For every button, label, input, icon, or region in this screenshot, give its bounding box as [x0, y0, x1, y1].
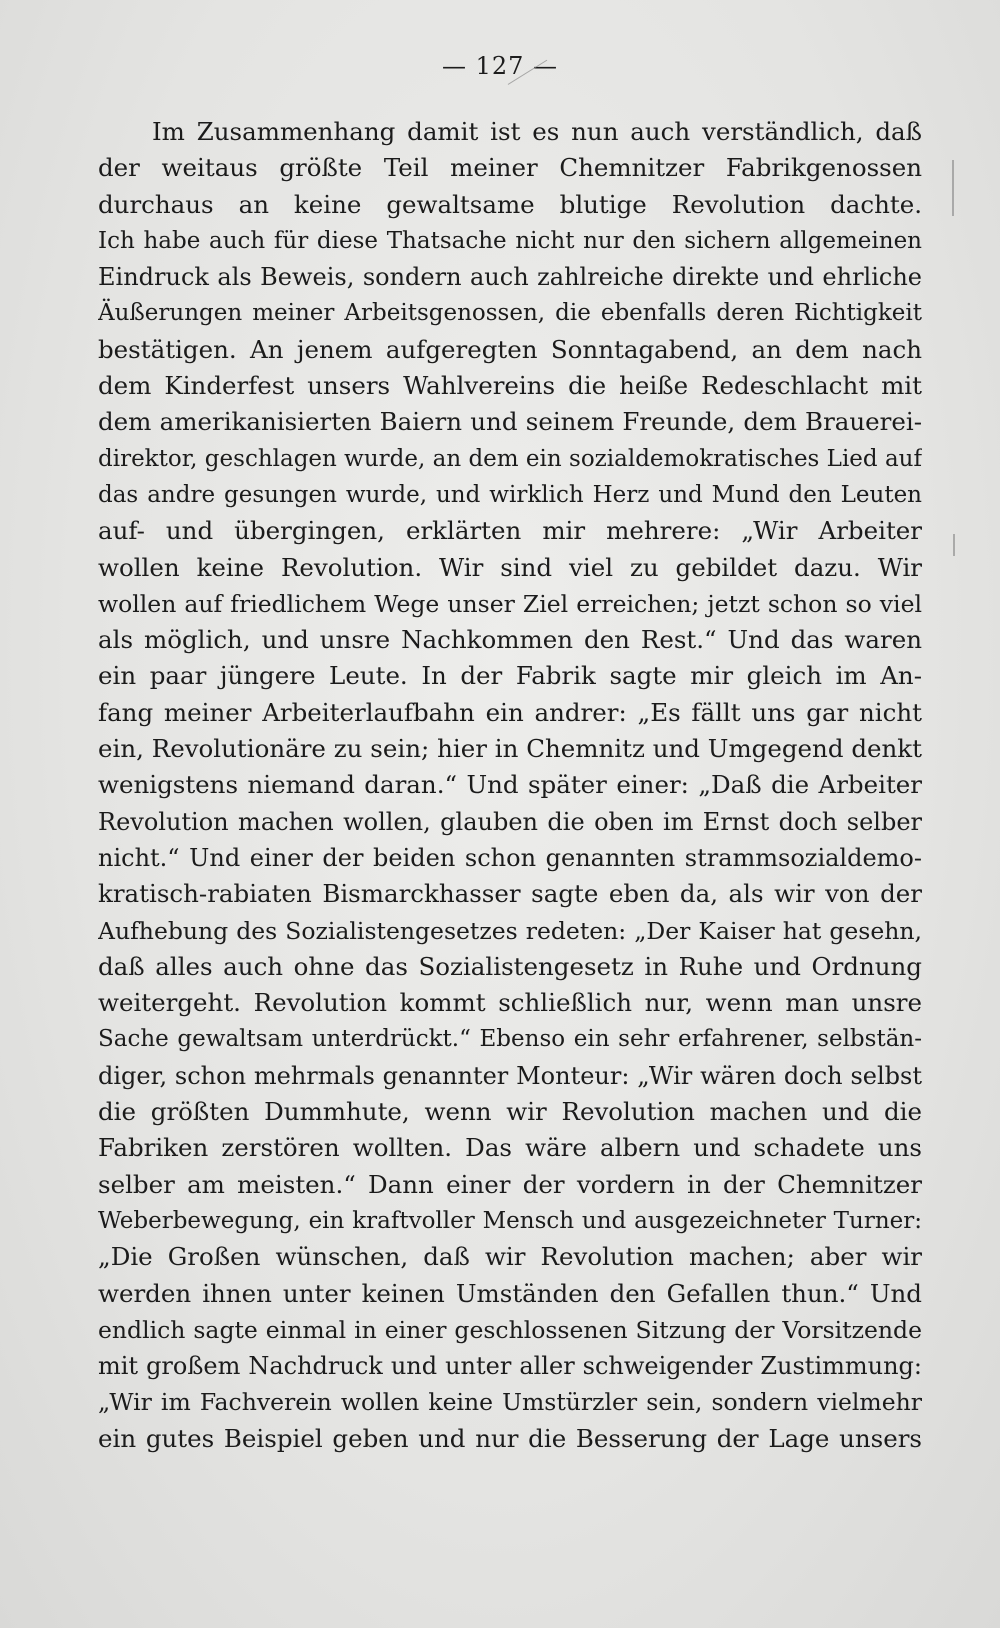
- text-line: die größten Dummhute, wenn wir Revolution machen und die: [98, 1097, 922, 1127]
- text-line: Aufhebung des Sozialistengesetzes redeten: „Der Kaiser hat gesehn,: [98, 916, 922, 945]
- text-line: kratisch-rabiaten Bismarckhasser sagte eben da, als wir von der: [98, 879, 922, 909]
- text-line: wollen keine Revolution. Wir sind viel zu gebildet dazu. Wir: [98, 552, 922, 582]
- margin-pencil-mark: [952, 160, 954, 216]
- text-line: nicht.“ Und einer der beiden schon genannten strammsozialdemo-: [98, 843, 922, 872]
- text-line: werden ihnen unter keinen Umständen den Gefallen thun.“ Und: [98, 1278, 922, 1308]
- text-line: Eindruck als Beweis, sondern auch zahlreiche direkte und ehrliche: [98, 263, 922, 292]
- text-line: „Die Großen wünschen, daß wir Revolution machen; aber wir: [98, 1242, 922, 1272]
- text-line: selber am meisten.“ Dann einer der vordern in der Chemnitzer: [98, 1169, 922, 1199]
- text-line: auf- und übergingen, erklärten mir mehrere: „Wir Arbeiter: [98, 516, 922, 546]
- text-line: dem Kinderfest unsers Wahlvereins die heiße Redeschlacht mit: [98, 371, 922, 401]
- text-line: Ich habe auch für diese Thatsache nicht nur den sichern allgemeinen: [98, 227, 922, 254]
- text-line: Sache gewaltsam unterdrückt.“ Ebenso ein sehr erfahrener, selbstän-: [98, 1026, 922, 1053]
- text-line: diger, schon mehrmals genannter Monteur: „Wir wären doch selbst: [98, 1061, 922, 1090]
- text-line: durchaus an keine gewaltsame blutige Revolution dachte.: [98, 189, 922, 219]
- text-line: Äußerungen meiner Arbeitsgenossen, die ebenfalls deren Richtigkeit: [98, 300, 922, 327]
- text-line: das andre gesungen wurde, und wirklich Herz und Mund den Leuten: [98, 481, 922, 508]
- text-line: ein paar jüngere Leute. In der Fabrik sagte mir gleich im An-: [98, 661, 922, 691]
- text-line: Weberbewegung, ein kraftvoller Mensch und ausgezeichneter Turner:: [98, 1207, 922, 1234]
- body-text: [98, 114, 922, 1457]
- page-number: — 127 —: [441, 52, 559, 80]
- text-line: als möglich, und unsre Nachkommen den Rest.“ Und das waren: [98, 625, 922, 655]
- text-line: weitergeht. Revolution kommt schließlich nur, wenn man unsre: [98, 988, 922, 1018]
- text-line: direktor, geschlagen wurde, an dem ein sozialdemokratisches Lied auf: [98, 445, 922, 472]
- text-line: mit großem Nachdruck und unter aller schweigender Zustimmung:: [98, 1352, 922, 1381]
- text-line: ein gutes Beispiel geben und nur die Besserung der Lage unsers: [98, 1423, 922, 1453]
- text-line: „Wir im Fachverein wollen keine Umstürzler sein, sondern vielmehr: [98, 1388, 922, 1417]
- text-line: bestätigen. An jenem aufgeregten Sonntagabend, an dem nach: [98, 334, 922, 364]
- text-line: dem amerikanisierten Baiern und seinem Freunde, dem Brauerei-: [98, 407, 922, 437]
- text-line: Im Zusammenhang damit ist es nun auch verständlich, daß: [152, 117, 922, 146]
- text-line: ein, Revolutionäre zu sein; hier in Chemnitz und Umgegend denkt: [98, 734, 922, 764]
- text-line: daß alles auch ohne das Sozialistengesetz in Ruhe und Ordnung: [98, 951, 922, 981]
- text-line: wollen auf friedlichem Wege unser Ziel erreichen; jetzt schon so viel: [98, 589, 922, 618]
- margin-pencil-mark: [953, 534, 955, 556]
- text-line: Fabriken zerstören wollten. Das wäre albern und schadete uns: [98, 1133, 922, 1163]
- text-line: fang meiner Arbeiterlaufbahn ein andrer: „Es fällt uns gar nicht: [98, 697, 922, 727]
- text-line: Revolution machen wollen, glauben die oben im Ernst doch selber: [98, 807, 922, 836]
- text-line: der weitaus größte Teil meiner Chemnitzer Fabrikgenossen: [98, 153, 922, 183]
- text-line: endlich sagte einmal in einer geschlossenen Sitzung der Vorsitzende: [98, 1315, 922, 1344]
- text-line: wenigstens niemand daran.“ Und später einer: „Daß die Arbeiter: [98, 770, 922, 800]
